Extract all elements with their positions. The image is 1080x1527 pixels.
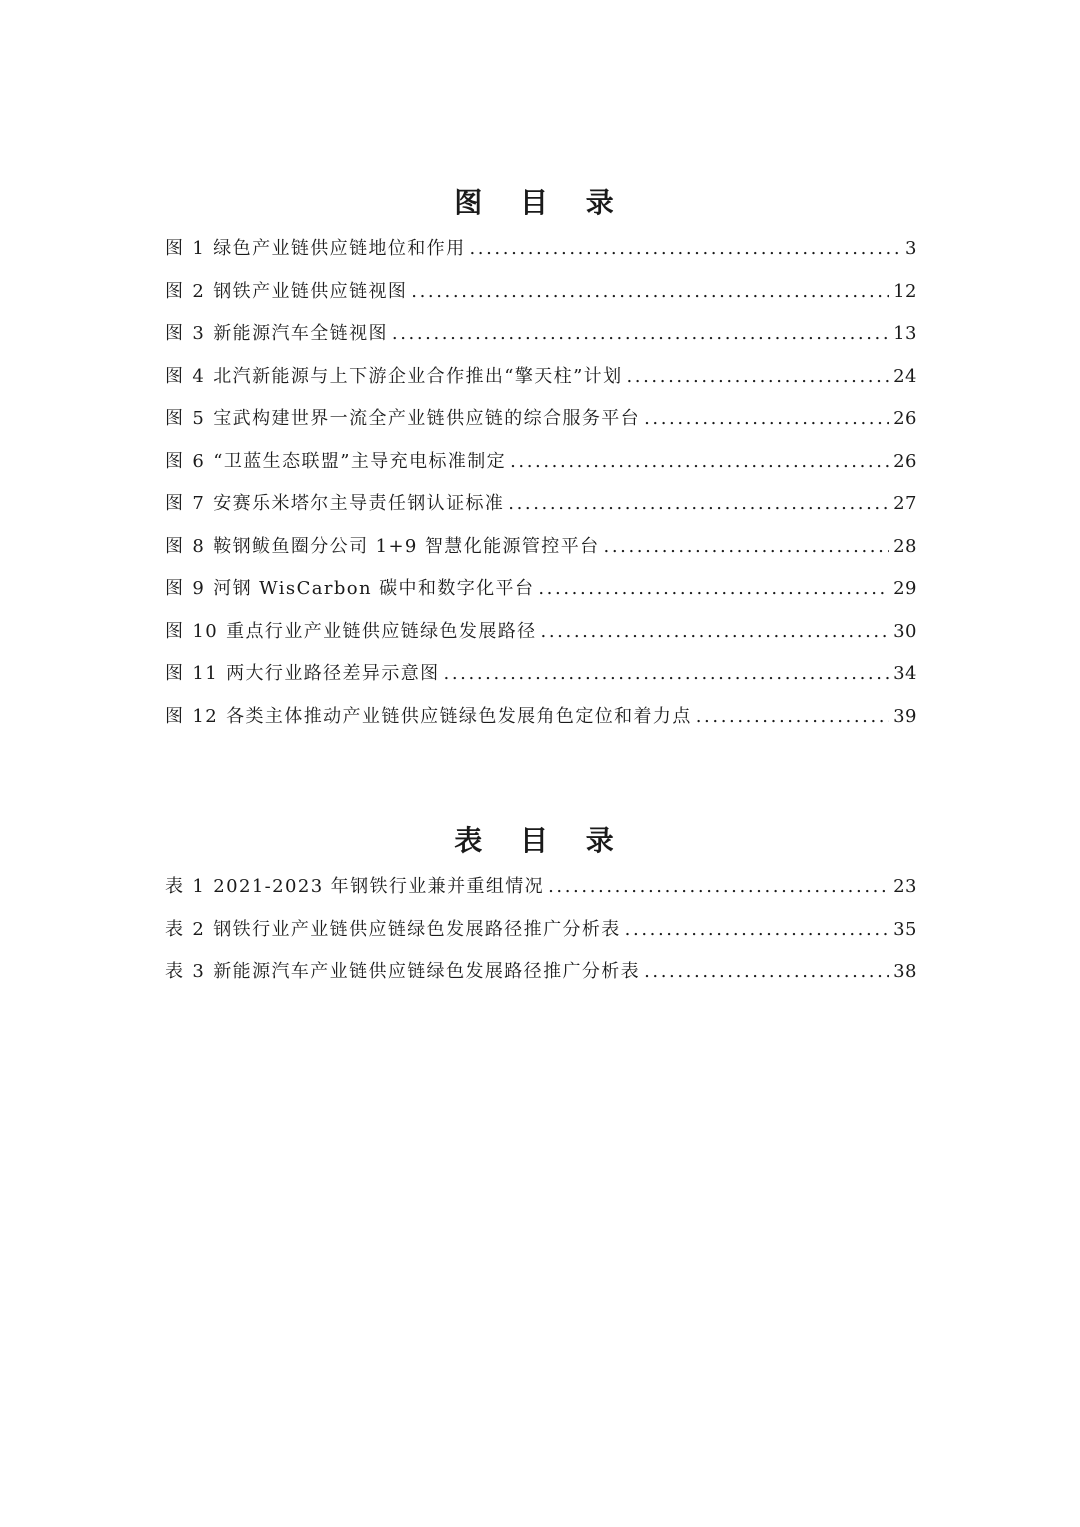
table-list (165, 866, 917, 994)
table-list-section (165, 818, 917, 994)
toc-entry-page: 3 (905, 238, 917, 259)
toc-entry-page: 30 (893, 620, 917, 642)
toc-entry-label (165, 653, 440, 696)
toc-entry-number: 1 (192, 238, 206, 259)
toc-entry[interactable] (165, 696, 917, 739)
toc-entry-label (165, 441, 506, 484)
toc-entry-label (165, 696, 692, 739)
toc-entry-prefix: 表 (165, 918, 185, 940)
toc-entry-label (165, 866, 544, 909)
toc-entry-prefix: 图 (165, 705, 185, 727)
figure-list-section (165, 180, 917, 738)
toc-entry-prefix: 图 (165, 493, 185, 514)
toc-entry-label (165, 398, 640, 441)
toc-entry-page: 39 (893, 705, 917, 727)
toc-entry[interactable] (165, 611, 917, 654)
toc-entry-number: 8 (192, 535, 206, 557)
dot-leader (644, 398, 889, 441)
toc-entry-text: 重点行业产业链供应链绿色发展路径 (226, 620, 537, 642)
dot-leader (644, 951, 889, 994)
toc-entry-label (165, 909, 621, 952)
toc-entry-label (165, 611, 537, 654)
toc-entry-label (165, 951, 640, 994)
dot-leader (541, 611, 890, 654)
toc-entry-text: 安赛乐米塔尔主导责任钢认证标准 (213, 493, 505, 514)
dot-leader (510, 441, 889, 484)
toc-entry-prefix: 图 (165, 620, 185, 642)
toc-entry-page: 29 (893, 578, 917, 599)
toc-entry-number: 1 (192, 876, 206, 897)
toc-entry-page: 38 (893, 961, 917, 982)
toc-entry-text: “卫蓝生态联盟”主导充电标准制定 (213, 450, 507, 472)
toc-entry[interactable] (165, 228, 917, 271)
toc-entry[interactable] (165, 526, 917, 569)
figure-list (165, 228, 917, 738)
toc-entry-number: 4 (192, 365, 206, 387)
toc-entry-text: 新能源汽车全链视图 (213, 323, 388, 344)
toc-entry-prefix: 图 (165, 408, 185, 429)
toc-entry-number: 2 (192, 918, 206, 940)
toc-entry-prefix: 图 (165, 535, 185, 557)
toc-entry[interactable] (165, 271, 917, 314)
toc-entry-page: 26 (893, 450, 917, 472)
toc-entry[interactable] (165, 909, 917, 952)
toc-entry-label (165, 483, 504, 526)
dot-leader (625, 909, 889, 952)
toc-entry-text: 各类主体推动产业链供应链绿色发展角色定位和着力点 (226, 705, 692, 727)
toc-entry-number: 5 (192, 408, 206, 429)
toc-entry-text: 新能源汽车产业链供应链绿色发展路径推广分析表 (213, 961, 641, 982)
dot-leader (444, 653, 890, 696)
toc-entry-prefix: 图 (165, 238, 185, 259)
toc-entry-text: 北汽新能源与上下游企业合作推出“擎天柱”计划 (213, 365, 623, 387)
toc-entry-prefix: 图 (165, 663, 185, 684)
toc-entry[interactable] (165, 483, 917, 526)
toc-entry-page: 26 (893, 408, 917, 429)
toc-entry[interactable] (165, 441, 917, 484)
toc-entry[interactable] (165, 398, 917, 441)
toc-entry-text: 两大行业路径差异示意图 (226, 663, 440, 684)
toc-entry[interactable] (165, 356, 917, 399)
toc-entry-label (165, 356, 622, 399)
toc-entry-page: 27 (893, 493, 917, 514)
table-list-title: 表 目 录 (454, 824, 628, 857)
toc-entry-label (165, 313, 388, 356)
dot-leader (411, 271, 889, 314)
dot-leader (626, 356, 889, 399)
toc-entry[interactable] (165, 653, 917, 696)
toc-entry-page: 12 (893, 280, 917, 302)
toc-entry-number: 7 (192, 493, 206, 514)
dot-leader (469, 228, 901, 271)
toc-entry-page: 35 (893, 918, 917, 940)
toc-entry-text: 宝武构建世界一流全产业链供应链的综合服务平台 (213, 408, 641, 429)
toc-entry-number: 11 (192, 663, 219, 684)
figure-list-title: 图 目 录 (454, 186, 628, 219)
toc-entry-page: 24 (893, 365, 917, 387)
toc-entry[interactable] (165, 568, 917, 611)
toc-entry-prefix: 图 (165, 280, 185, 302)
dot-leader (548, 866, 889, 909)
toc-entry-number: 3 (192, 323, 206, 344)
toc-entry-page: 28 (893, 535, 917, 557)
toc-entry-label (165, 271, 407, 314)
toc-entry-number: 3 (192, 961, 206, 982)
toc-entry-prefix: 表 (165, 876, 185, 897)
toc-entry-page: 34 (893, 663, 917, 684)
toc-entry[interactable] (165, 951, 917, 994)
toc-entry-number: 9 (192, 578, 206, 599)
toc-entry-prefix: 图 (165, 450, 185, 472)
toc-entry-number: 6 (192, 450, 206, 472)
toc-entry-prefix: 图 (165, 323, 185, 344)
toc-entry-number: 12 (192, 705, 219, 727)
toc-entry[interactable] (165, 313, 917, 356)
toc-entry-prefix: 图 (165, 365, 185, 387)
toc-entry-text: 绿色产业链供应链地位和作用 (213, 238, 466, 259)
dot-leader (604, 526, 890, 569)
toc-entry-prefix: 表 (165, 961, 185, 982)
toc-entry-page: 23 (893, 876, 917, 897)
toc-entry-text: 鞍钢鲅鱼圈分公司 1+9 智慧化能源管控平台 (213, 535, 600, 557)
toc-entry-text: 河钢 WisCarbon 碳中和数字化平台 (213, 578, 535, 599)
toc-entry-prefix: 图 (165, 578, 185, 599)
toc-entry-text: 钢铁行业产业链供应链绿色发展路径推广分析表 (213, 918, 621, 940)
toc-entry-number: 2 (192, 280, 206, 302)
dot-leader (508, 483, 889, 526)
toc-entry[interactable] (165, 866, 917, 909)
toc-entry-page: 13 (893, 323, 917, 344)
toc-entry-label (165, 228, 465, 271)
toc-entry-label (165, 526, 600, 569)
toc-entry-text: 钢铁产业链供应链视图 (213, 280, 408, 302)
toc-entry-label (165, 568, 534, 611)
dot-leader (538, 568, 889, 611)
toc-entry-text: 2021-2023 年钢铁行业兼并重组情况 (213, 876, 545, 897)
dot-leader (696, 696, 889, 739)
dot-leader (392, 313, 889, 356)
toc-entry-number: 10 (192, 620, 219, 642)
